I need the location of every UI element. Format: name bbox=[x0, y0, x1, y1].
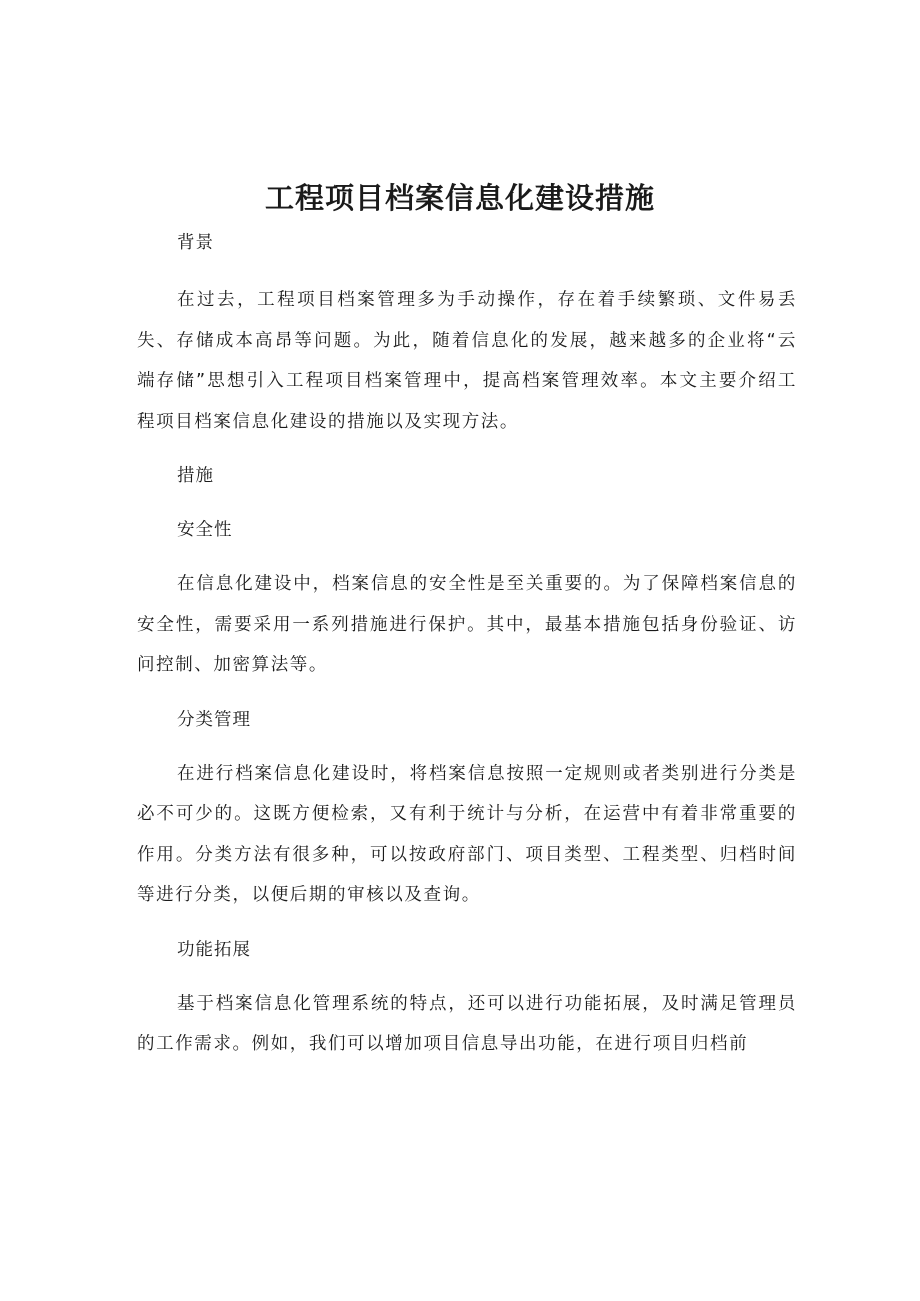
section-heading-measures: 措施 bbox=[177, 466, 214, 486]
paragraph-security: 在信息化建设中，档案信息的安全性是至关重要的。为了保障档案信息的安全性，需要采用一系列措施进行保护。其中，最基本措施包括身份验证、访问控制、加密算法等。 bbox=[137, 574, 797, 675]
paragraph-classification: 在进行档案信息化建设时，将档案信息按照一定规则或者类别进行分类是必不可少的。这既方便检索，又有利于统计与分析，在运营中有着非常重要的作用。分类方法有很多种，可以按政府部门、项目类型、工程类型、归档时间等进行分类，以便后期的审核以及查询。 bbox=[137, 763, 797, 905]
document-body bbox=[137, 223, 797, 1065]
section-heading-background: 背景 bbox=[177, 233, 214, 253]
section-heading-extension: 功能拓展 bbox=[177, 939, 251, 960]
paragraph-extension: 基于档案信息化管理系统的特点，还可以进行功能拓展，及时满足管理员的工作需求。例如，我们可以增加项目信息导出功能，在进行项目归档前 bbox=[137, 993, 797, 1054]
section-heading-security: 安全性 bbox=[177, 520, 233, 540]
document-title: 工程项目档案信息化建设措施 bbox=[264, 181, 655, 215]
paragraph-background: 在过去，工程项目档案管理多为手动操作，存在着手续繁琐、文件易丢失、存储成本高昂等问题。为此，随着信息化的发展，越来越多的企业将“云端存储”思想引入工程项目档案管理中，提高档案管理效率。本文主要介绍工程项目档案信息化建设的措施以及实现方法。 bbox=[137, 290, 797, 432]
section-heading-classification: 分类管理 bbox=[177, 709, 251, 730]
